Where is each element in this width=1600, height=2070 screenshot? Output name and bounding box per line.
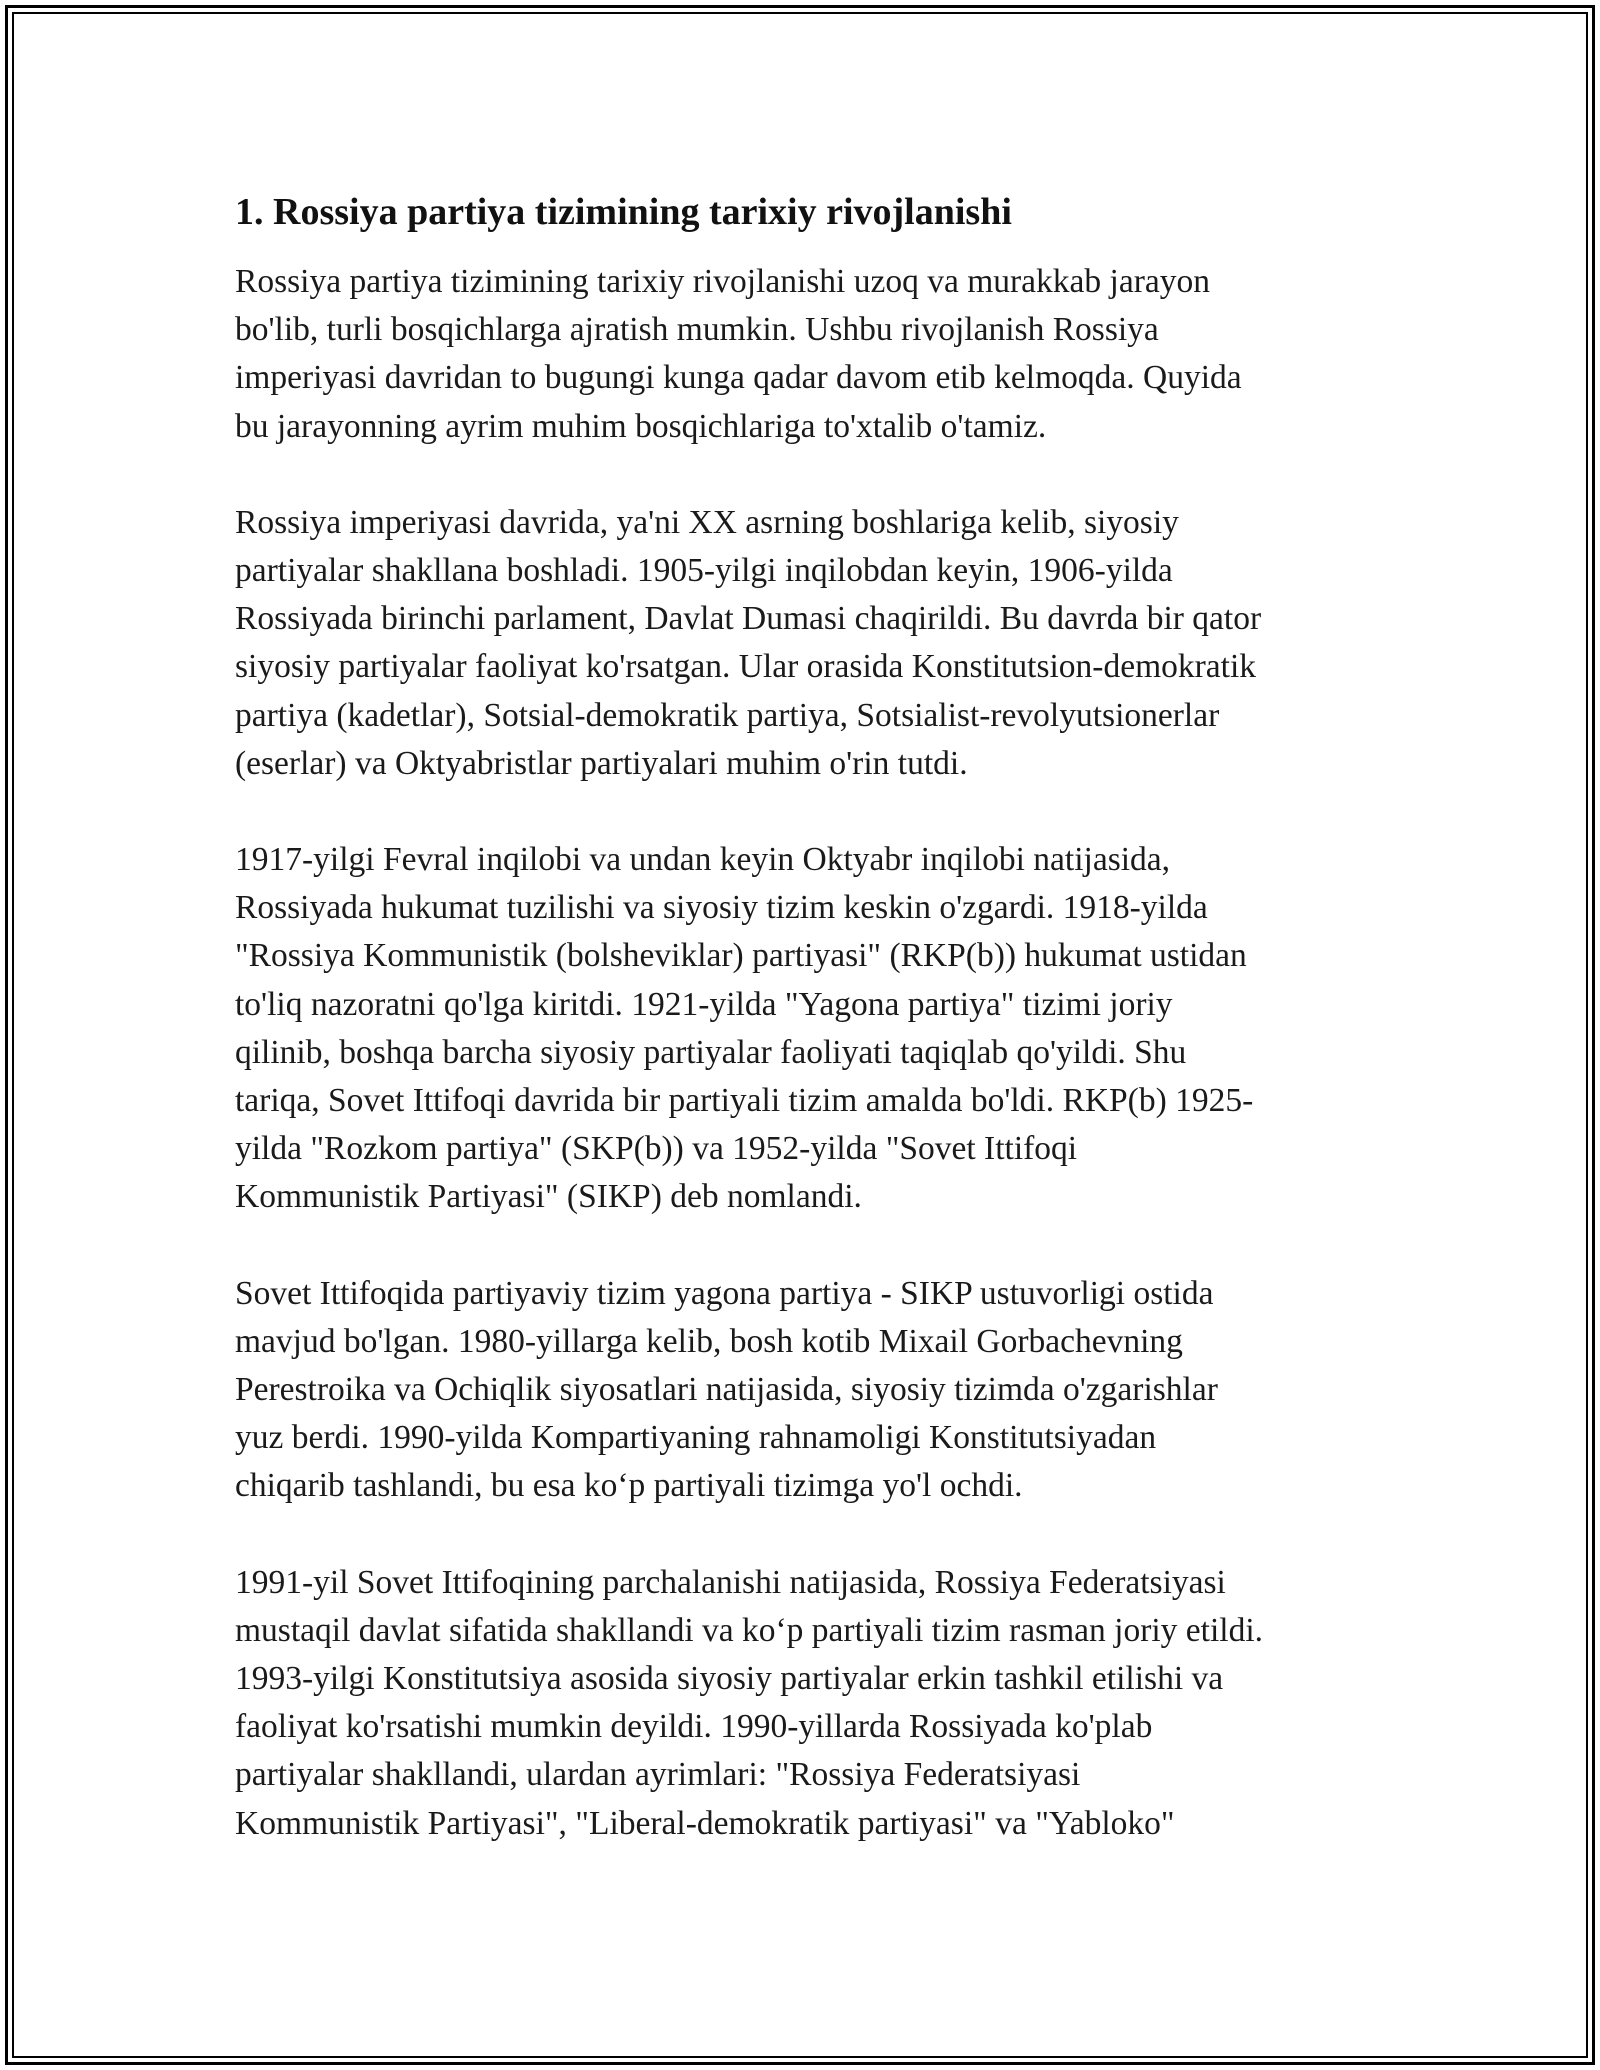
- paragraph-line: Kommunistik Partiyasi" (SIKP) deb nomlandi.: [235, 1178, 862, 1216]
- paragraph-line: to'liq nazoratni qo'lga kiritdi. 1921-yilda "Yagona partiya" tizimi joriy: [235, 985, 1173, 1023]
- paragraph-line: "Rossiya Kommunistik (bolsheviklar) partiyasi" (RKP(b)) hukumat ustidan: [235, 937, 1247, 975]
- paragraph-2: [235, 499, 1370, 788]
- paragraph-line: Kommunistik Partiyasi", "Liberal-demokratik partiyasi" va "Yabloko": [235, 1804, 1175, 1842]
- paragraph-line: Rossiya partiya tizimining tarixiy rivojlanishi uzoq va murakkab jarayon: [235, 263, 1211, 300]
- paragraph-line: bo'lib, turli bosqichlarga ajratish mumkin. Ushbu rivojlanish Rossiya: [235, 311, 1159, 349]
- paragraph-line: 1917-yilgi Fevral inqilobi va undan keyin Oktyabr inqilobi natijasida,: [235, 841, 1171, 879]
- paragraph-line: imperiyasi davridan to bugungi kunga qadar davom etib kelmoqda. Quyida: [235, 359, 1242, 397]
- paragraph-line: Perestroika va Ochiqlik siyosatlari natijasida, siyosiy tizimda o'zgarishlar: [235, 1371, 1218, 1409]
- paragraph-line: Rossiyada hukumat tuzilishi va siyosiy tizim keskin o'zgardi. 1918-yilda: [235, 889, 1208, 927]
- paragraph-line: (eserlar) va Oktyabristlar partiyalari muhim o'rin tutdi.: [235, 744, 968, 782]
- section-heading: 1. Rossiya partiya tizimining tarixiy rivojlanishi: [235, 191, 1012, 233]
- paragraph-3: [235, 836, 1370, 1222]
- paragraph-1: [235, 258, 1370, 451]
- document-body: [235, 188, 1370, 1896]
- paragraph-line: tariqa, Sovet Ittifoqi davrida bir partiyali tizim amalda bo'ldi. RKP(b) 1925-: [235, 1082, 1254, 1120]
- paragraph-line: yilda "Rozkom partiya" (SKP(b)) va 1952-yilda "Sovet Ittifoqi: [235, 1130, 1078, 1168]
- paragraph-line: Rossiyada birinchi parlament, Davlat Dumasi chaqirildi. Bu davrda bir qator: [235, 600, 1262, 638]
- paragraph-line: bu jarayonning ayrim muhim bosqichlariga to'xtalib o'tamiz.: [235, 407, 1047, 445]
- paragraph-line: Rossiya imperiyasi davrida, ya'ni XX asrning boshlariga kelib, siyosiy: [235, 503, 1179, 541]
- paragraph-line: mavjud bo'lgan. 1980-yillarga kelib, bosh kotib Mixail Gorbachevning: [235, 1322, 1183, 1360]
- paragraph-line: siyosiy partiyalar faoliyat ko'rsatgan. Ular orasida Konstitutsion-demokratik: [235, 648, 1257, 686]
- paragraph-line: yuz berdi. 1990-yilda Kompartiyaning rahnamoligi Konstitutsiyadan: [235, 1419, 1157, 1457]
- paragraph-line: mustaqil davlat sifatida shakllandi va ko‘p partiyali tizim rasman joriy etildi.: [235, 1611, 1264, 1649]
- paragraph-line: 1993-yilgi Konstitutsiya asosida siyosiy partiyalar erkin tashkil etilishi va: [235, 1660, 1224, 1698]
- paragraph-line: faoliyat ko'rsatishi mumkin deyildi. 1990-yillarda Rossiyada ko'plab: [235, 1708, 1153, 1746]
- paragraph-line: partiya (kadetlar), Sotsial-demokratik partiya, Sotsialist-revolyutsionerlar: [235, 696, 1220, 734]
- paragraph-line: 1991-yil Sovet Ittifoqining parchalanishi natijasida, Rossiya Federatsiyasi: [235, 1563, 1226, 1601]
- paragraph-line: qilinib, boshqa barcha siyosiy partiyalar faoliyati taqiqlab qo'yildi. Shu: [235, 1033, 1187, 1071]
- paragraph-line: Sovet Ittifoqida partiyaviy tizim yagona partiya - SIKP ustuvorligi ostida: [235, 1274, 1214, 1312]
- paragraph-line: partiyalar shakllana boshladi. 1905-yilgi inqilobdan keyin, 1906-yilda: [235, 552, 1173, 590]
- paragraph-line: partiyalar shakllandi, ulardan ayrimlari: "Rossiya Federatsiyasi: [235, 1756, 1081, 1794]
- paragraph-line: chiqarib tashlandi, bu esa ko‘p partiyali tizimga yo'l ochdi.: [235, 1467, 1023, 1505]
- paragraph-4: [235, 1270, 1370, 1511]
- paragraph-5: [235, 1559, 1370, 1848]
